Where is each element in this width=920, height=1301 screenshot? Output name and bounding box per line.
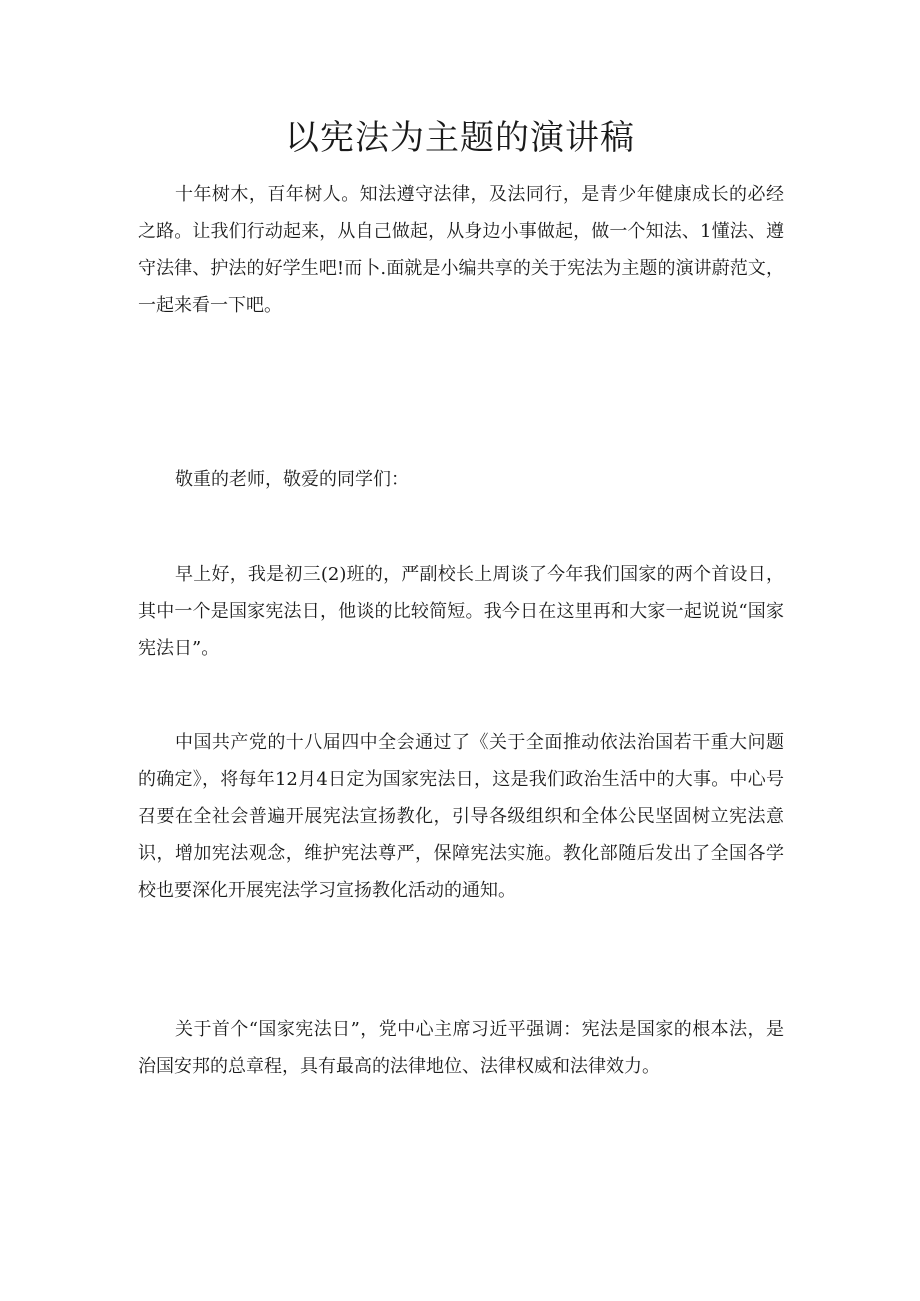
xi-quote-paragraph: 关于首个“国家宪法日”，党中心主席习近平强调：宪法是国家的根本法，是治国安邦的总章程，具有最高的法律地位、法律权威和法律效力。	[138, 1019, 784, 1077]
document-title: 以宪法为主题的演讲稿	[285, 118, 635, 158]
intro-paragraph: 十年树木，百年树人。知法遵守法律，及法同行，是青少年健康成长的必经之路。让我们行动起来，从自己做起，从身边小事做起，做一个知法、1懂法、遵守法律、护法的好学生吧!而卜.面就是小编共享的关于宪法为主题的演讲蔚范文，一起来看一下吧。	[138, 184, 784, 316]
constitution-day-paragraph: 中国共产党的十八届四中全会通过了《关于全面推动依法治国若干重大问题的确定》，将每年12月4日定为国家宪法日，这是我们政治生活中的大事。中心号召要在全社会普遍开展宪法宣扬教化，引导各级组织和全体公民坚固树立宪法意识，增加宪法观念，维护宪法尊严，保障宪法实施。教化部随后发出了全国各学校也要深化开展宪法学习宣扬教化活动的通知。	[138, 732, 784, 901]
opening-paragraph: 早上好，我是初三(2)班的，严副校长上周谈了今年我们国家的两个首设日，其中一个是国家宪法日，他谈的比较简短。我今日在这里再和大家一起说说“国家宪法日”。	[138, 564, 784, 659]
greeting-paragraph: 敬重的老师，敬爱的同学们：	[175, 469, 409, 490]
